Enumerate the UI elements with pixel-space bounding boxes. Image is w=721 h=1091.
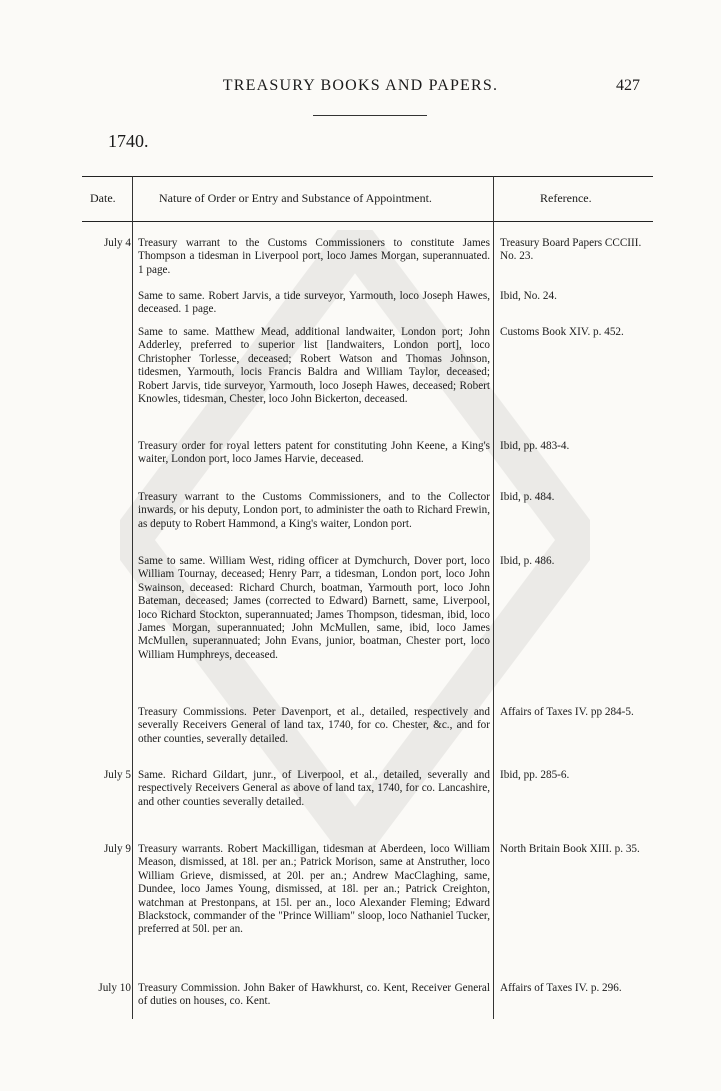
year-heading: 1740. bbox=[108, 131, 149, 151]
entry-text: Same. Richard Gildart, junr., of Liverpool, et al., detailed, severally and respectively Receivers General as above of land tax, 1740, for co. Lancashire, and other counties severally detailed. bbox=[138, 769, 490, 808]
column-header-nature: Nature of Order or Entry and Substance of Appointment. bbox=[159, 191, 432, 205]
column-header-reference: Reference. bbox=[540, 191, 592, 205]
entry-reference: Ibid, pp. 285-6. bbox=[500, 769, 570, 781]
entry-text: Treasury order for royal letters patent for constituting John Keene, a King's waiter, London port, loco James Harvie, deceased. bbox=[138, 440, 490, 466]
entry-date: July 5 bbox=[103, 769, 131, 781]
entry-text: Treasury warrant to the Customs Commissioners to constitute James Thompson a tidesman in Liverpool port, loco James Morgan, superannuated. 1 page. bbox=[138, 237, 490, 276]
entry-date: July 4 bbox=[103, 237, 131, 249]
entry-reference: Customs Book XIV. p. 452. bbox=[500, 326, 624, 338]
entry-reference: Affairs of Taxes IV. pp 284-5. bbox=[500, 706, 634, 718]
column-divider-reference bbox=[493, 176, 494, 1019]
entry-text: Same to same. Robert Jarvis, a tide surveyor, Yarmouth, loco Joseph Hawes, deceased. 1 page. bbox=[138, 290, 490, 316]
column-header-date: Date. bbox=[90, 191, 116, 205]
column-header-row bbox=[82, 176, 653, 222]
entry-date: July 10 bbox=[98, 982, 131, 994]
running-head: TREASURY BOOKS AND PAPERS. bbox=[222, 77, 499, 94]
entry-reference: Ibid, No. 24. bbox=[500, 290, 557, 302]
entry-date: July 9 bbox=[103, 843, 131, 855]
entry-reference: Affairs of Taxes IV. p. 296. bbox=[500, 982, 622, 994]
header-rule bbox=[313, 115, 427, 116]
entry-reference: Treasury Board Papers CCCIII. No. 23. bbox=[500, 237, 642, 263]
entry-text: Same to same. William West, riding officer at Dymchurch, Dover port, loco William Tournay, deceased; Henry Parr, a tidesman, London port, loco John Swainson, deceased: Richard Church, boatman, Yarmouth port, loco John Bateman, deceased; James (corrected to Edward) Barnett, same, Liverpool, loco Richard Stockton, superannuated; James Thompson, tidesman, ibid, loco James Morgan, superannuated; John McMullen, same, ibid, loco James McMullen, superannuated; John Evans, junior, boatman, Chester port, loco William Humphreys, deceased. bbox=[138, 555, 490, 661]
entry-text: Treasury warrants. Robert Mackilligan, tidesman at Aberdeen, loco William Meason, dismissed, at 18l. per an.; Patrick Morison, same at Anstruther, loco William Grieve, dismissed, at 20l. per an.; Andrew MacClaghing, same, Dundee, loco James Young, dismissed, at 18l. per an.; Patrick Creighton, watchman at Prestonpans, at 15l. per an., loco Alexander Fleming; Edward Blackstock, commander of the "Prince William" sloop, loco Nathaniel Tucker, preferred at 50l. per an. bbox=[138, 843, 490, 936]
entry-text: Treasury Commission. John Baker of Hawkhurst, co. Kent, Receiver General of duties on houses, co. Kent. bbox=[138, 982, 490, 1008]
entry-text: Same to same. Matthew Mead, additional landwaiter, London port; John Adderley, preferred to superior list [landwaiters, London port], loco Christopher Torlesse, deceased; Robert Watson and Thomas Johnson, tidesmen, Yarmouth, locis Francis Baldra and William Taylor, deceased; Robert Jarvis, tide surveyor, Yarmouth, loco Joseph Hawes, deceased; Robert Knowles, tidesman, Chester, loco John Bickerton, deceased. bbox=[138, 326, 490, 406]
watermark bbox=[120, 230, 590, 850]
entry-reference: North Britain Book XIII. p. 35. bbox=[500, 843, 640, 855]
column-divider-date bbox=[132, 176, 133, 1019]
entry-reference: Ibid, pp. 483-4. bbox=[500, 440, 570, 452]
entry-reference: Ibid, p. 484. bbox=[500, 491, 555, 503]
entry-reference: Ibid, p. 486. bbox=[500, 555, 555, 567]
entry-text: Treasury warrant to the Customs Commissioners, and to the Collector inwards, or his deputy, London port, to administer the oath to Richard Frewin, as deputy to Robert Hammond, a King's waiter, London port. bbox=[138, 491, 490, 530]
entry-text: Treasury Commissions. Peter Davenport, et al., detailed, respectively and severally Receivers General of land tax, 1740, for co. Chester, &c., and for other counties, severally detailed. bbox=[138, 706, 490, 745]
page-number: 427 bbox=[616, 77, 640, 94]
